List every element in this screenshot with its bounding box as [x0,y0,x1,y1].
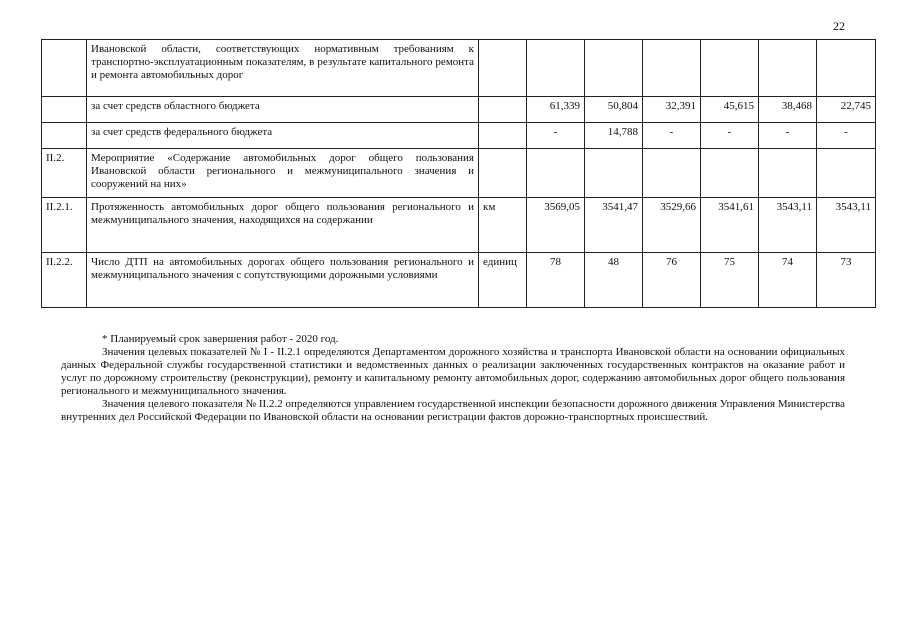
row-value-cell: - [527,123,585,149]
row-value-cell: - [643,123,701,149]
row-unit-cell [479,149,527,198]
row-description-cell: за счет средств областного бюджета [87,97,479,123]
row-value-cell: 61,339 [527,97,585,123]
row-value-cell: 48 [585,253,643,308]
row-unit-cell [479,97,527,123]
table-row [42,149,876,198]
row-value-cell [817,40,876,97]
row-description-cell: Ивановской области, соответствующих нормативным требованиям к транспортно-эксплуатационным показателям, в результате капитального ремонта и ремонта автомобильных дорог [87,40,479,97]
row-value-cell [701,149,759,198]
row-value-cell: 3529,66 [643,198,701,253]
row-value-cell: - [701,123,759,149]
row-value-cell [701,40,759,97]
row-code-cell [42,40,87,97]
row-value-cell: 78 [527,253,585,308]
table-row [42,123,876,149]
row-value-cell: 74 [759,253,817,308]
notes-paragraph-1: Значения целевых показателей № I - II.2.1 определяются Департаментом дорожного хозяйства и транспорта Ивановской области на основании официальных данных Федеральной службы государственной статистики и ведомственных данных о реализации заключенных государственных контрактов на оказание работ и услуг по дорожному строительству (реконструкции), ремонту и капитальному ремонту автомобильных дорог, содержанию автомобильных дорог общего пользования регионального и межмуниципального значения. [61,346,845,397]
row-value-cell [643,149,701,198]
notes-paragraph-2: Значения целевого показателя № II.2.2 определяются управлением государственной инспекции безопасности дорожного движения Управления Министерства внутренних дел Российской Федерации по Ивановской области на основании регистрации фактов дорожно-транспортных происшествий. [61,398,845,423]
indicators-table [41,39,876,308]
row-description-cell: Протяженность автомобильных дорог общего пользования регионального и межмуниципального значения, находящихся на содержании [87,198,479,253]
row-value-cell [643,40,701,97]
table-row [42,198,876,253]
page-number: 22 [833,19,845,33]
row-value-cell [759,149,817,198]
row-code-cell: II.2.2. [42,253,87,308]
table-row [42,97,876,123]
row-value-cell: 3543,11 [759,198,817,253]
row-code-cell: II.2. [42,149,87,198]
row-value-cell: 38,468 [759,97,817,123]
row-code-cell [42,123,87,149]
table-row [42,40,876,97]
row-value-cell: 76 [643,253,701,308]
row-code-cell: II.2.1. [42,198,87,253]
row-description-cell: за счет средств федерального бюджета [87,123,479,149]
row-unit-cell [479,40,527,97]
row-value-cell [527,40,585,97]
footnote-text: * Планируемый срок завершения работ - 2020 год. [102,333,339,345]
row-value-cell: 45,615 [701,97,759,123]
row-unit-cell [479,123,527,149]
row-value-cell [817,149,876,198]
table-row [42,253,876,308]
row-value-cell: 32,391 [643,97,701,123]
row-value-cell: 22,745 [817,97,876,123]
row-value-cell: - [759,123,817,149]
row-value-cell: 73 [817,253,876,308]
row-value-cell: 75 [701,253,759,308]
row-value-cell [759,40,817,97]
row-value-cell: 50,804 [585,97,643,123]
notes-section [61,333,845,424]
row-unit-cell: км [479,198,527,253]
row-value-cell: 3541,47 [585,198,643,253]
row-description-cell: Мероприятие «Содержание автомобильных дорог общего пользования Ивановской области регионального и межмуниципального значения и сооружений на них» [87,149,479,198]
row-value-cell [527,149,585,198]
row-value-cell: 3543,11 [817,198,876,253]
row-description-cell: Число ДТП на автомобильных дорогах общего пользования регионального и межмуниципального значения с сопутствующими дорожными условиями [87,253,479,308]
row-value-cell: 3541,61 [701,198,759,253]
row-value-cell [585,149,643,198]
row-value-cell: - [817,123,876,149]
row-code-cell [42,97,87,123]
row-unit-cell: единиц [479,253,527,308]
row-value-cell [585,40,643,97]
row-value-cell: 14,788 [585,123,643,149]
row-value-cell: 3569,05 [527,198,585,253]
